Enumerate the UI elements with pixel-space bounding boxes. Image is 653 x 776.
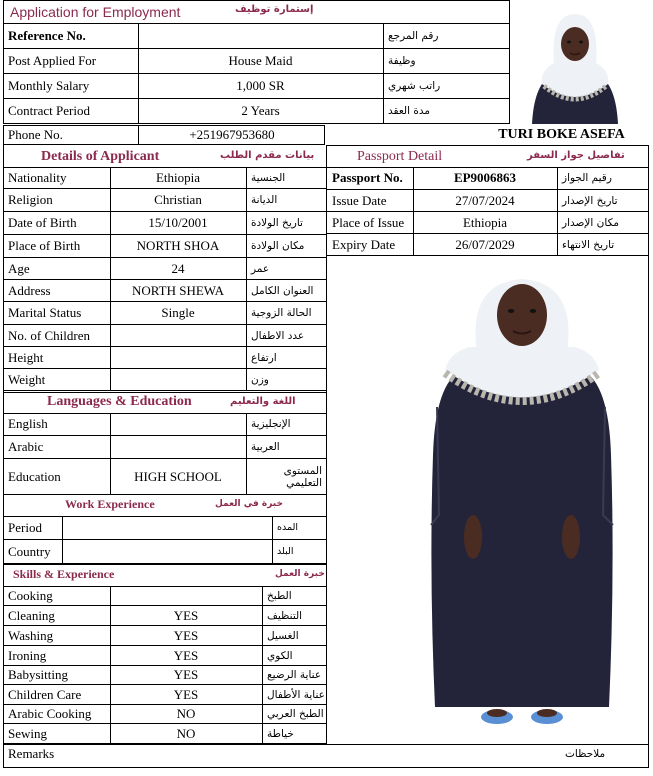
skills-title-ar: خبرة العمل [275, 568, 325, 579]
skill-label: Sewing [8, 725, 47, 741]
details-label-ar: عدد الاطفال [251, 329, 305, 342]
details-label-ar: الديانة [251, 194, 278, 207]
top-info-value: 1,000 SR [236, 78, 285, 94]
passport-label-ar: مكان الإصدار [562, 216, 619, 229]
passport-label: Expiry Date [332, 236, 396, 252]
top-info-label: Post Applied For [8, 53, 97, 69]
work-label: Period [8, 519, 42, 535]
skills-title-en: Skills & Experience [13, 567, 115, 582]
languages-title-en: Languages & Education [47, 394, 192, 410]
passport-title-en: Passport Detail [357, 148, 443, 164]
details-label: Place of Birth [8, 238, 81, 254]
language-label-ar: الإنجليزية [251, 418, 291, 431]
skill-value: NO [176, 706, 196, 722]
details-label: Nationality [8, 169, 67, 185]
passport-label-ar: تاريخ الإصدار [562, 194, 618, 207]
remarks-label-ar: ملاحظات [565, 748, 606, 761]
passport-label: Passport No. [332, 170, 403, 186]
work-value [62, 516, 272, 540]
top-info-value [138, 24, 383, 49]
details-label-ar: مكان الولادة [251, 240, 305, 253]
remarks-label: Remarks [8, 746, 55, 762]
skill-label: Arabic Cooking [8, 706, 92, 722]
details-value [110, 369, 246, 391]
header-title-en: Application for Employment [10, 3, 181, 20]
details-label-ar: ارتفاع [251, 351, 277, 364]
skill-label: Babysitting [8, 667, 68, 683]
details-value: 24 [171, 260, 185, 276]
skill-label: Washing [8, 627, 54, 643]
details-title-en: Details of Applicant [41, 148, 160, 164]
skill-value [110, 586, 262, 606]
work-label: Country [8, 543, 51, 559]
top-info-label-ar: راتب شهري [388, 80, 441, 93]
details-value: NORTH SHEWA [131, 282, 225, 298]
skill-label-ar: الغسيل [267, 629, 299, 642]
work-title-en: Work Experience [65, 497, 155, 512]
skill-label-ar: عناية الأطفال [267, 688, 325, 701]
passport-label-ar: تاريخ الانتهاء [562, 238, 615, 251]
skill-label-ar: الطبخ [267, 589, 292, 602]
details-label: Religion [8, 192, 53, 208]
skill-label: Cooking [8, 587, 53, 603]
details-label: Height [8, 349, 44, 365]
applicant-name: TURI BOKE ASEFA [498, 126, 625, 142]
details-value: 15/10/2001 [148, 215, 208, 231]
details-label: Address [8, 282, 51, 298]
language-value [110, 436, 246, 459]
education-value: HIGH SCHOOL [134, 468, 222, 484]
work-title-ar: خبرة في العمل [215, 498, 283, 509]
skill-label: Ironing [8, 647, 47, 663]
skill-value: YES [173, 686, 199, 702]
language-label-ar: العربية [251, 441, 280, 454]
work-value [62, 540, 272, 564]
passport-title-ar: تفاصيل جواز السفر [527, 150, 625, 162]
work-label-ar: المده [277, 521, 298, 533]
work-label-ar: البلد [277, 545, 294, 557]
skill-value: NO [176, 725, 196, 741]
skill-value: YES [173, 647, 199, 663]
language-value [110, 413, 246, 436]
details-label: Date of Birth [8, 215, 77, 231]
details-value: Ethiopia [155, 169, 201, 185]
top-info-value: House Maid [228, 53, 293, 69]
applicant-full-photo [405, 275, 640, 730]
details-label: Marital Status [8, 305, 82, 321]
skill-label: Children Care [8, 686, 82, 702]
details-label-ar: الحالة الزوجية [251, 307, 312, 320]
skill-value: YES [173, 667, 199, 683]
skill-label-ar: الكوي [267, 649, 293, 662]
details-value: Christian [154, 192, 202, 208]
passport-value: EP9006863 [453, 170, 517, 186]
details-label: Age [8, 260, 30, 276]
details-value [110, 347, 246, 369]
top-info-label-ar: وظيفة [388, 55, 416, 68]
passport-value: Ethiopia [462, 214, 508, 230]
phone-value: +251967953680 [189, 126, 275, 142]
languages-title-ar: اللغة والتعليم [230, 396, 296, 408]
details-title-ar: بيانات مقدم الطلب [220, 150, 315, 162]
skill-label-ar: خياطة [267, 727, 294, 740]
education-label-ar: المستوى التعليمي [283, 465, 322, 489]
phone-label: Phone No. [8, 126, 63, 142]
top-info-label: Reference No. [8, 28, 86, 44]
details-label: No. of Children [8, 327, 90, 343]
passport-value: 26/07/2029 [455, 236, 515, 252]
passport-label: Place of Issue [332, 214, 405, 230]
details-label-ar: الجنسية [251, 171, 286, 184]
skill-value: YES [173, 627, 199, 643]
skill-label-ar: التنظيف [267, 609, 303, 622]
details-label: Weight [8, 371, 46, 387]
details-value: Single [161, 305, 195, 321]
top-info-label: Contract Period [8, 103, 90, 119]
top-info-value: 2 Years [241, 103, 280, 119]
top-info-label: Monthly Salary [8, 78, 90, 94]
education-label: Education [8, 468, 61, 484]
top-info-label-ar: رقم المرجع [388, 30, 439, 43]
details-value [110, 325, 246, 347]
applicant-portrait-photo [520, 6, 630, 124]
language-label: English [8, 416, 48, 432]
details-label-ar: تاريخ الولادة [251, 217, 303, 230]
skill-label-ar: عناية الرضيع [267, 669, 322, 682]
top-info-label-ar: مدة العقد [388, 105, 430, 118]
passport-label-ar: رقيم الجواز [562, 172, 612, 185]
skill-label: Cleaning [8, 607, 55, 623]
language-label: Arabic [8, 439, 44, 455]
details-value: NORTH SHOA [136, 238, 220, 254]
details-label-ar: عمر [251, 262, 270, 275]
header-title-ar: إستمارة توظيف [235, 4, 314, 16]
skill-value: YES [173, 607, 199, 623]
details-label-ar: العنوان الكامل [251, 284, 314, 297]
passport-value: 27/07/2024 [455, 192, 515, 208]
details-label-ar: وزن [251, 373, 269, 386]
skill-label-ar: الطبخ العربي [267, 708, 324, 721]
passport-label: Issue Date [332, 192, 387, 208]
